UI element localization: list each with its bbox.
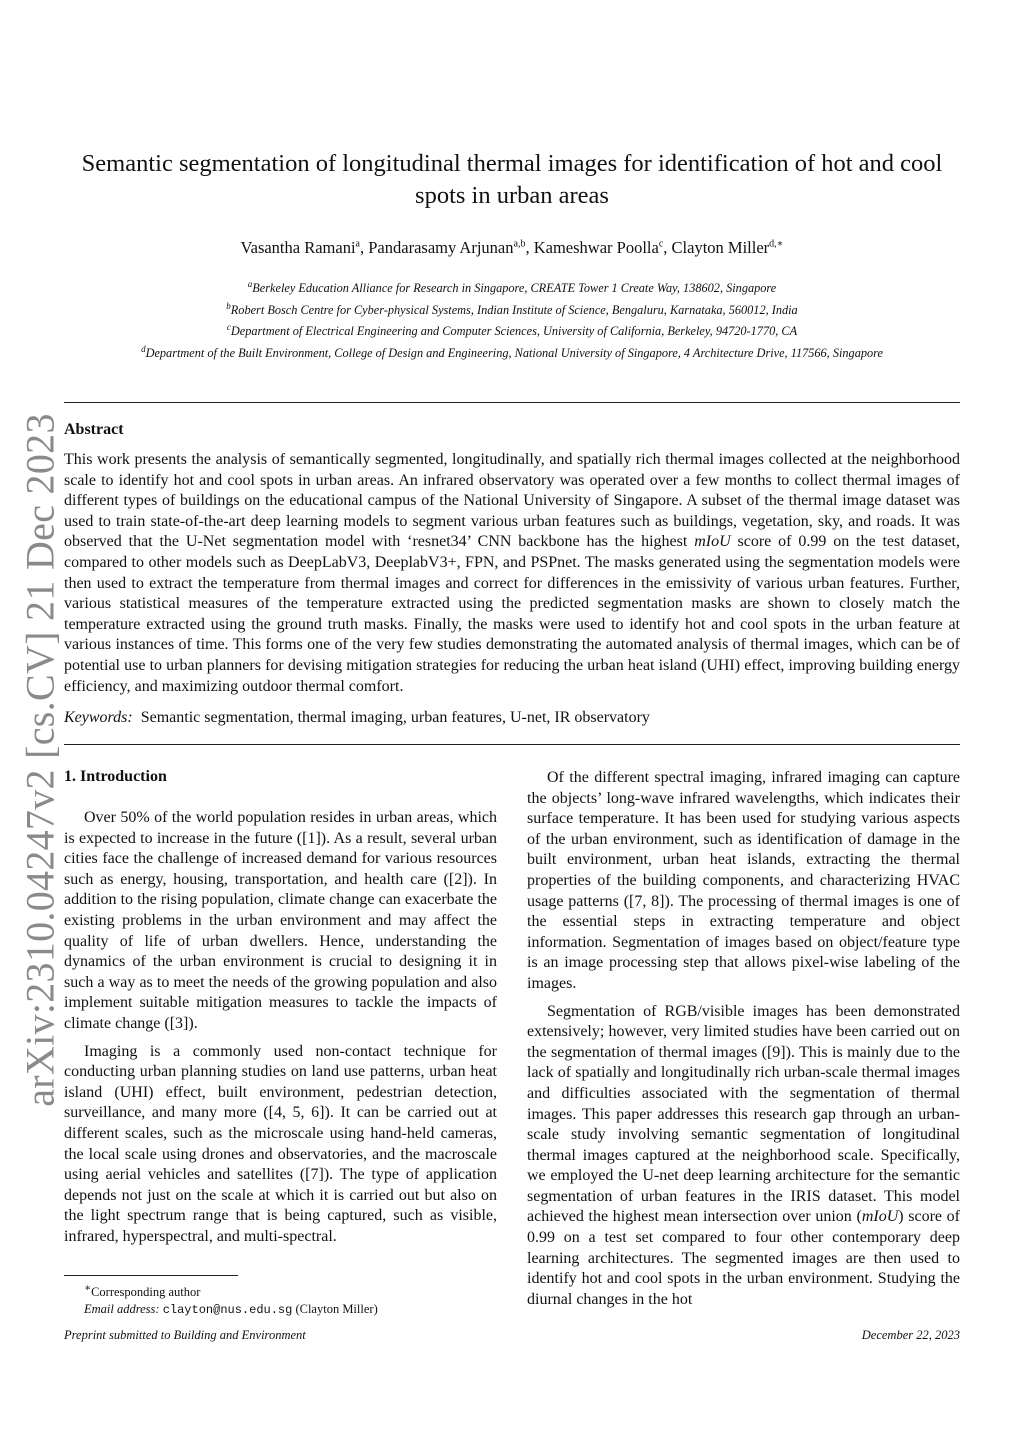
affiliation: $^a$Berkeley Education Alliance for Research in Singapore, CREATE Tower 1 Create Way, 138602, Singapore [247, 279, 777, 296]
author-sup: a [355, 238, 360, 250]
footnote-rule [64, 1275, 238, 1276]
keywords-text: Semantic segmentation, thermal imaging, urban features, U-net, IR observatory [140, 709, 650, 726]
author-list: Vasantha Ramani$^a$, Pandarasamy Arjunan$^{a,b}$, Kameshwar Poolla$^c$, Clayton Miller$^{d,∗}$ [240, 238, 784, 257]
keywords-label: Keywords: [64, 709, 133, 726]
paragraph: Of the different spectral imaging, infrared imaging can capture the objects’ long-wave infrared wavelengths, which indicates their surface temperature. It has been used for studying various aspects of the urban environment, such as identification of damage in the built environment, urban heat islands, extracting the thermal properties of the building components, and characterizing HVAC usage patterns ([7, 8]). The processing of thermal images is one of the essential steps in extracting temperature and object information. Segmentation of images based on object/feature type is an image processing step that allows pixel-wise labeling of the images. [527, 769, 960, 992]
affiliation: $^d$Department of the Built Environment, College of Design and Engineering, National University of Singapore, 4 Architecture Drive, 117566, Singapore [141, 343, 883, 360]
keywords [64, 709, 960, 727]
author-name: Vasantha Ramani [240, 238, 356, 257]
affiliation: $^c$Department of Electrical Engineering and Computer Sciences, University of California, Berkeley, 94720-1770, CA [226, 322, 798, 339]
author-name: Pandarasamy Arjunan [368, 238, 514, 257]
abstract-bottom-rule [64, 744, 960, 745]
section-heading: 1. Introduction [64, 768, 167, 785]
right-column [527, 768, 960, 1310]
email-address: clayton@nus.edu.sg [162, 1303, 293, 1318]
abstract-text: This work presents the analysis of semantically segmented, longitudinally, and spatially rich thermal images collected at the neighborhood scale to identify hot and cool spots in urban areas. An infrared observatory was operated over a few months to collect thermal images of different types of buildings on the educational campus of the National University of Singapore. A subset of the thermal image dataset was used to train state-of-the-art deep learning models to segment various urban features such as buildings, vegetation, sky, and roads. It was observed that the U-Net segmentation model with ‘resnet34’ CNN backbone has the highest mIoU score of 0.99 on the test dataset, compared to other models such as DeepLabV3, DeeplabV3+, FPN, and PSPnet. The masks generated using the segmentation models were then used to extract the temperature from thermal images and correct for differences in the emissivity of various urban features. Further, various statistical measures of the temperature extracted using the predicted segmentation masks are shown to closely match the temperature extracted using the ground truth masks. Finally, the masks were used to identify hot and cool spots in the urban feature at various instances of time. This forms one of the very few studies demonstrating the automated analysis of thermal images, which can be of potential use to urban planners for devising mitigation strategies for reducing the urban heat island (UHI) effect, improving building energy efficiency, and maximizing outdoor thermal comfort. [64, 451, 960, 695]
abstract-top-rule [64, 402, 960, 403]
paragraph: Over 50% of the world population resides in urban areas, which is expected to increase in the future ([1]). As a result, several urban cities face the challenge of increased demand for various resources such as energy, housing, transportation, and health care ([2]). In addition to the rising population, climate change can exacerbate the existing problems in the urban environment and may affect the quality of life of urban dwellers. Hence, understanding the dynamics of the urban environment is crucial to designing it in such a way as to meet the needs of the growing population and also implement suitable mitigation measures to tackle the impacts of climate change ([3]). [64, 809, 497, 1032]
footer-journal: Preprint submitted to Building and Environment [64, 1328, 306, 1342]
affiliation-list [64, 276, 960, 362]
author-sup: c [658, 238, 664, 250]
metric-mIoU: mIoU [694, 533, 731, 551]
left-column [64, 808, 497, 1247]
author-name: Clayton Miller [671, 238, 770, 257]
abstract-heading: Abstract [64, 421, 124, 438]
author-name: Kameshwar Poolla [533, 238, 659, 257]
author-sup: a,b [513, 238, 526, 250]
affiliation: $^b$Robert Bosch Centre for Cyber-physical Systems, Indian Institute of Science, Bengaluru, Karnataka, 560012, India [226, 300, 798, 317]
footnote: ∗Corresponding author Email address: clayton@nus.edu.sg (Clayton Miller) [84, 1283, 378, 1318]
paragraph: Segmentation of RGB/visible images has been demonstrated extensively; however, very limited studies have been carried out on the segmentation of thermal images ([9]). This is mainly due to the lack of spatially and longitudinally rich urban-scale thermal images and difficulties associated with the segmentation of thermal images. This paper addresses this research gap through an urban-scale study involving semantic segmentation of longitudinal thermal images captured at the neighborhood scale. Specifically, we employed the U-net deep learning architecture for the semantic segmentation of urban features in the IRIS dataset. This model achieved the highest mean intersection over union (mIoU) score of 0.99 on a test set compared to four other contemporary deep learning architectures. The segmented images are then used to identify hot and cool spots in the urban environment. Studying the diurnal changes in the hot [527, 1002, 961, 1308]
paper-title: Semantic segmentation of longitudinal thermal images for identification of hot and cool spots in urban areas [81, 150, 943, 209]
paragraph: Imaging is a commonly used non-contact technique for conducting urban planning studies on land use patterns, urban heat island (UHI) effect, built environment, pedestrian detection, surveillance, and many more ([4, 5, 6]). It can be carried out at different scales, such as the microscale using hand-held cameras, the local scale using drones and observatories, and the macroscale using aerial vehicles and satellites ([7]). The type of application depends not just on the scale at which it is carried out but also on the light spectrum range that is being captured, such as visible, infrared, hyperspectral, and multi-spectral. [64, 1042, 497, 1245]
footer-date: December 22, 2023 [861, 1328, 960, 1342]
arxiv-stamp: arXiv:2310.04247v2 [cs.CV] 21 Dec 2023 [17, 413, 63, 1107]
author-sup: d,∗ [769, 238, 784, 250]
